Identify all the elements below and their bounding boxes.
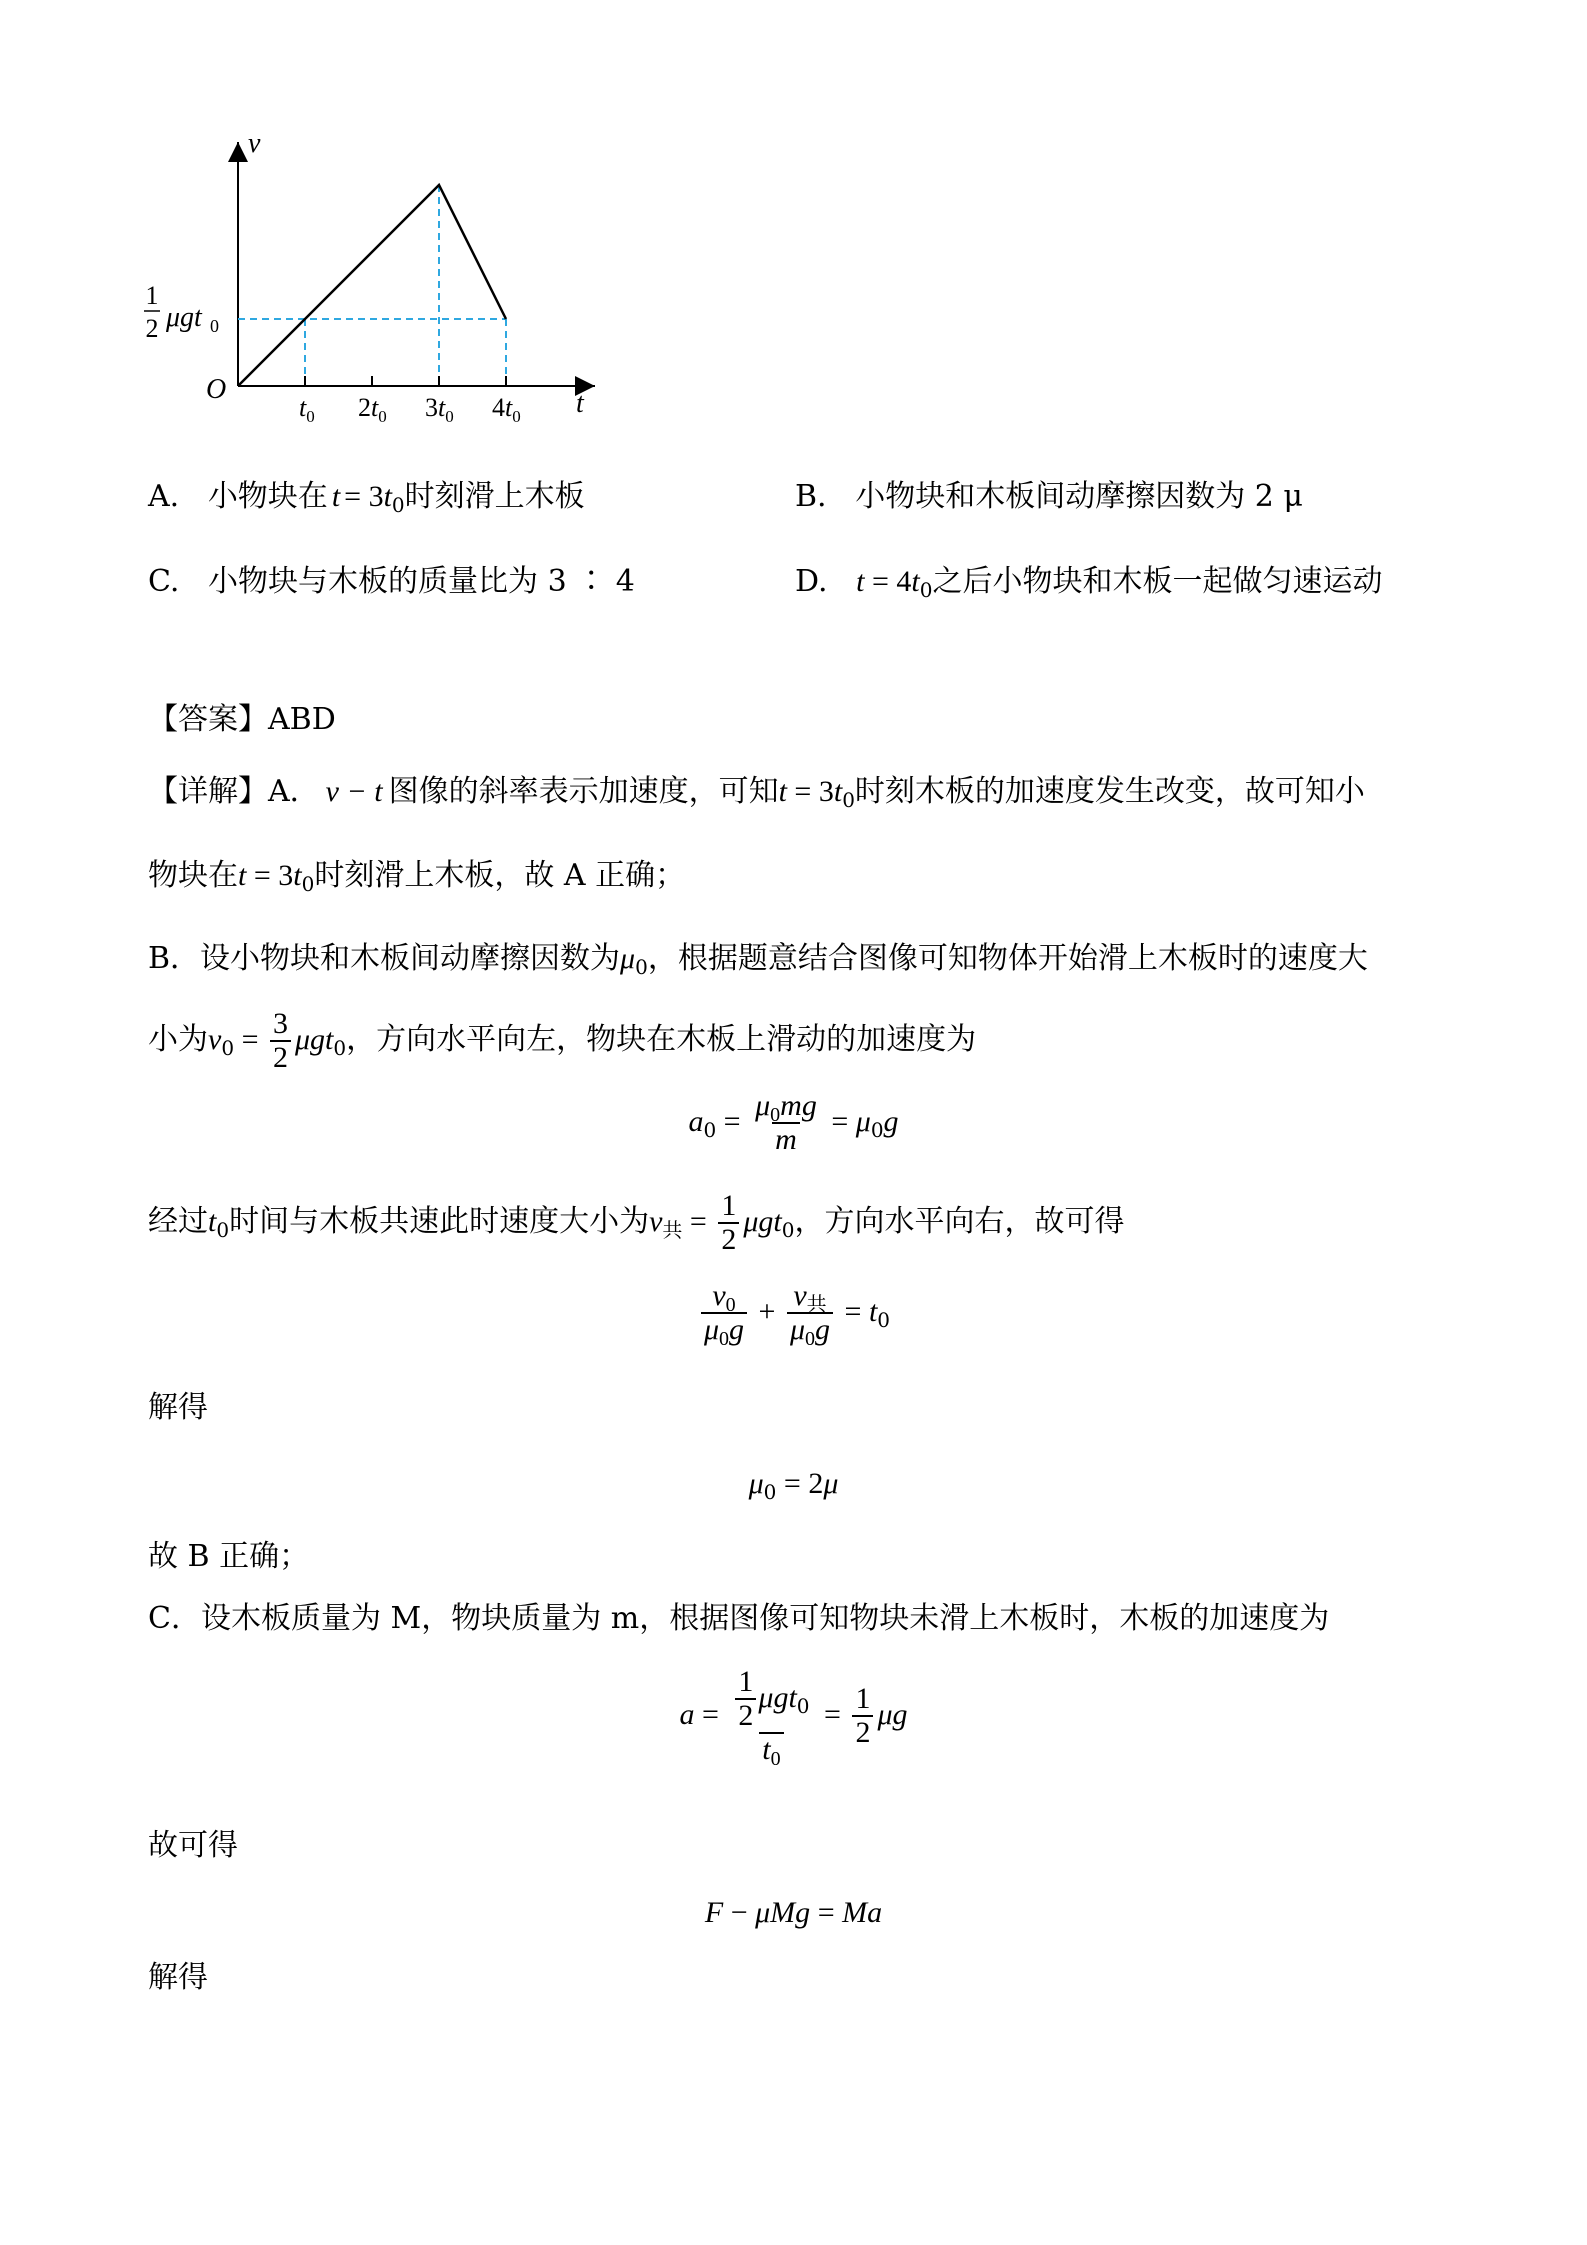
detail-b-line3: 经过$t_0$时间与木板共速此时速度大小为$v_共$ = $\frac{1}{2}$ μgt$_0$，方向水平向右，故可得 — [148, 1189, 1125, 1256]
detail-label: 【详解】 — [148, 774, 268, 809]
detail-b2-post: ，方向水平向左，物块在木板上滑动的加速度为 — [346, 1022, 977, 1057]
x-ticks — [299, 376, 521, 426]
detail-b3-post: ，方向水平向右，故可得 — [794, 1204, 1125, 1239]
x-tick-label: $t_0$ — [299, 393, 315, 426]
svg-text:2: 2 — [145, 314, 159, 343]
b-conclusion: 故 B 正确； — [148, 1539, 310, 1574]
detail-a2-post: 时刻滑上木板，故 A 正确； — [314, 858, 686, 893]
option-b-text: 小物块和木板间动摩擦因数为 2 μ — [855, 479, 1303, 514]
svg-text:0: 0 — [210, 316, 219, 336]
detail-c-line1: C．设木板质量为 M，物块质量为 m，根据图像可知物块未滑上木板时，木板的加速度为 — [148, 1601, 1330, 1636]
therefore-label: 故可得 — [148, 1828, 238, 1863]
vt-graph — [140, 130, 620, 430]
detail-a-prefix: A． — [268, 774, 320, 809]
equation-5: F − μMg = Ma — [704, 1896, 883, 1929]
equation-2: $\frac{v_0}{\mu_0g}$ + $\frac{v_共}{\mu_0g}$ = $t_0$ — [0, 1280, 1587, 1346]
solve-label-2: 解得 — [148, 1960, 208, 1995]
x-tick-label: $4t_0$ — [492, 393, 521, 426]
svg-text:1: 1 — [145, 281, 159, 310]
v-axis-label: v — [248, 130, 261, 159]
option-a-text-after: 时刻滑上木板 — [404, 479, 585, 514]
detail-b-line2: 小为$v_0$ = $\frac{3}{2}$ μgt$_0$，方向水平向左，物块在木板上滑动的加速度为 — [148, 1007, 977, 1074]
t-axis-label: t — [576, 388, 584, 419]
answer-line — [148, 700, 336, 740]
equation-4: a = $\frac{1}{2}$ μgt$_0$ $t_0$ = $\frac{1}{2}$ μg — [679, 1665, 908, 1770]
x-tick-label: $3t_0$ — [425, 393, 454, 426]
detail-a-line2: 物块在$t = 3t_0$时刻滑上木板，故 A 正确； — [148, 858, 686, 896]
answer-value: ABD — [268, 702, 336, 737]
velocity-line — [238, 185, 506, 386]
detail-a-post: 时刻木板的加速度发生改变，故可知小 — [854, 774, 1365, 809]
option-d: D. $t = 4t_0$之后小物块和木板一起做匀速运动 — [795, 564, 1383, 602]
detail-b3-mid: 时间与木板共速此时速度大小为 — [229, 1204, 650, 1239]
option-d-letter: D. — [795, 564, 828, 599]
option-d-text-after: 之后小物块和木板一起做匀速运动 — [932, 564, 1383, 599]
option-c — [148, 562, 635, 602]
option-b-letter: B. — [795, 479, 827, 514]
equation-1: $a_0$ = $\frac{\mu_0mg}{m}$ = $\mu_0g$ — [688, 1089, 899, 1156]
option-a: A. 小物块在 $t = 3t_0$时刻滑上木板 — [148, 479, 585, 517]
detail-a-mid: 图像的斜率表示加速度，可知 — [388, 774, 779, 809]
option-c-letter: C. — [148, 564, 180, 599]
origin-label: O — [206, 374, 227, 405]
equation-3: $\mu_0 = 2\mu$ — [748, 1467, 839, 1504]
detail-a-line1: 【详解】A． v − t 图像的斜率表示加速度，可知$t = 3t_0$时刻木板的加速度发生改变，故可知小 — [148, 774, 1365, 812]
option-c-text: 小物块与木板的质量比为 3 ∶ 4 — [208, 564, 635, 599]
detail-b1-pre: B．设小物块和木板间动摩擦因数为 — [148, 941, 621, 976]
solve-label-1: 解得 — [148, 1390, 208, 1425]
dashed-guides — [238, 185, 506, 386]
detail-b1-post: ，根据题意结合图像可知物体开始滑上木板时的速度大 — [647, 941, 1368, 976]
detail-a2-pre: 物块在 — [148, 858, 238, 893]
detail-b-line1: B．设小物块和木板间动摩擦因数为$\mu_0$，根据题意结合图像可知物体开始滑上木板时的速度大 — [148, 941, 1368, 979]
answer-label: 【答案】 — [148, 702, 268, 737]
velocity-polyline — [238, 185, 506, 386]
detail-b2-pre: 小为 — [148, 1022, 208, 1057]
option-a-letter: A. — [148, 479, 180, 514]
x-tick-label: $2t_0$ — [358, 393, 387, 426]
svg-text:μgt: μgt — [166, 302, 202, 333]
y-tick-label — [144, 281, 219, 343]
option-b — [795, 477, 1303, 517]
detail-b3-pre: 经过 — [148, 1204, 208, 1239]
option-a-text-before: 小物块在 — [207, 479, 328, 514]
